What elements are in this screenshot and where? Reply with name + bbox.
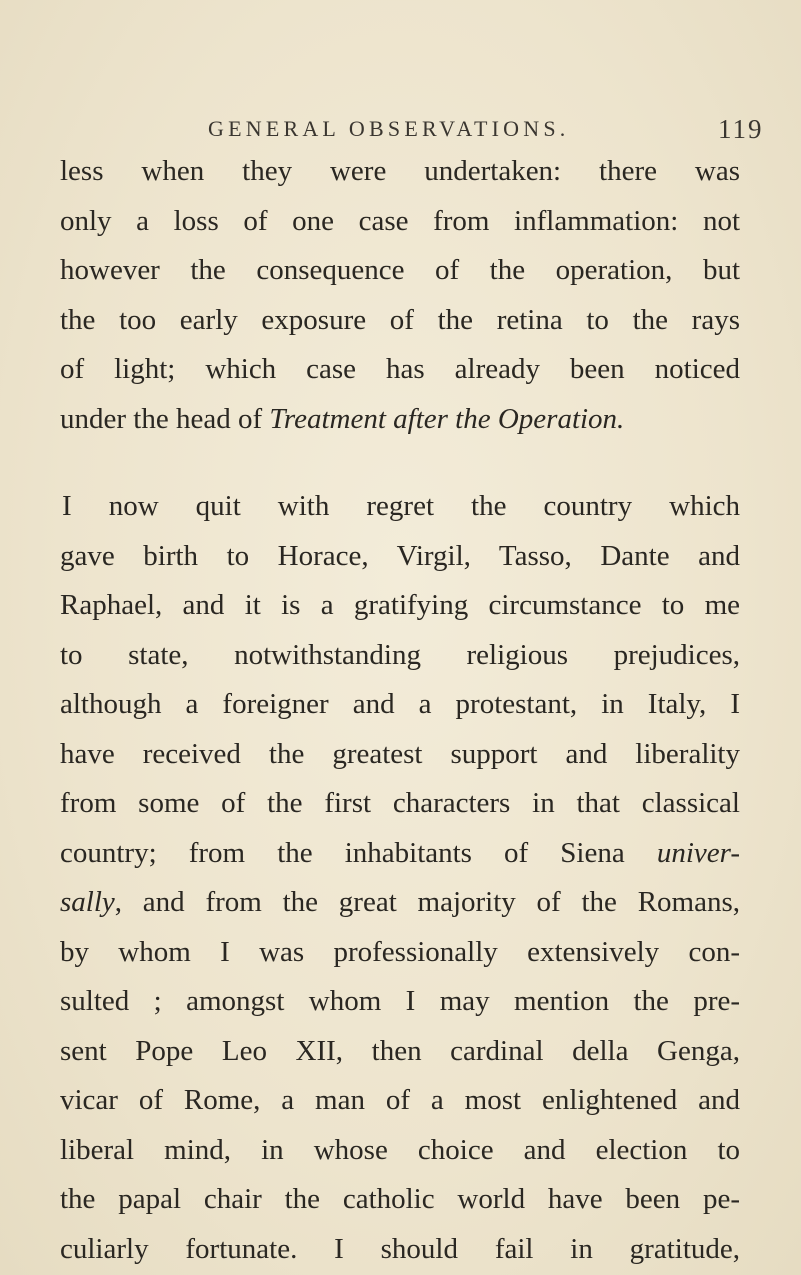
text-line: Raphael, and it is a gratifying circumstance to me bbox=[60, 589, 740, 621]
text-line: gave birth to Horace, Virgil, Tasso, Dante and bbox=[60, 539, 740, 572]
text-line: sent Pope Leo XII, then cardinal della Genga, bbox=[60, 1034, 740, 1067]
italic-section-reference: Treatment after the Operation. bbox=[269, 402, 625, 435]
running-title: GENERAL OBSERVATIONS. bbox=[208, 116, 570, 141]
text-line: less when they were undertaken: there was bbox=[60, 155, 740, 187]
text-line: however the consequence of the operation, but bbox=[60, 254, 740, 286]
body-text bbox=[60, 147, 740, 1274]
text-line: from some of the first characters in that classical bbox=[60, 787, 740, 819]
text-line: the papal chair the catholic world have been pe- bbox=[60, 1183, 740, 1215]
italic-word: sally bbox=[60, 886, 115, 918]
text-line: to state, notwithstanding religious prejudices, bbox=[60, 638, 740, 671]
page-number: 119 bbox=[718, 114, 764, 144]
text-fragment: , and from the great majority of the Romans, bbox=[114, 886, 740, 918]
paragraph-gap bbox=[60, 444, 740, 482]
text-line: sulted ; amongst whom I may mention the pre- bbox=[60, 985, 740, 1017]
text-fragment: under the head of bbox=[60, 402, 270, 435]
text-line: have received the greatest support and liberality bbox=[60, 737, 740, 770]
text-line: although a foreigner and a protestant, in Italy, I bbox=[60, 688, 740, 720]
text-line bbox=[60, 395, 740, 445]
text-line: of light; which case has already been noticed bbox=[60, 353, 740, 385]
text-line: the too early exposure of the retina to the rays bbox=[60, 303, 740, 336]
text-line: liberal mind, in whose choice and election to bbox=[60, 1133, 740, 1166]
italic-word: univer- bbox=[656, 836, 740, 869]
text-line: only a loss of one case from inflammation: not bbox=[60, 204, 740, 237]
text-line: vicar of Rome, a man of a most enlightened and bbox=[60, 1084, 740, 1116]
text-line: by whom I was professionally extensively con- bbox=[60, 935, 740, 968]
running-head bbox=[0, 116, 801, 146]
text-line bbox=[60, 878, 740, 928]
paragraph bbox=[60, 147, 740, 444]
text-fragment: country; from the inhabitants of Siena bbox=[60, 836, 657, 869]
text-line bbox=[60, 829, 740, 879]
text-line: I now quit with regret the country which bbox=[62, 490, 740, 522]
paragraph bbox=[60, 482, 740, 1274]
text-line: culiarly fortunate. I should fail in gratitude, bbox=[60, 1232, 740, 1265]
